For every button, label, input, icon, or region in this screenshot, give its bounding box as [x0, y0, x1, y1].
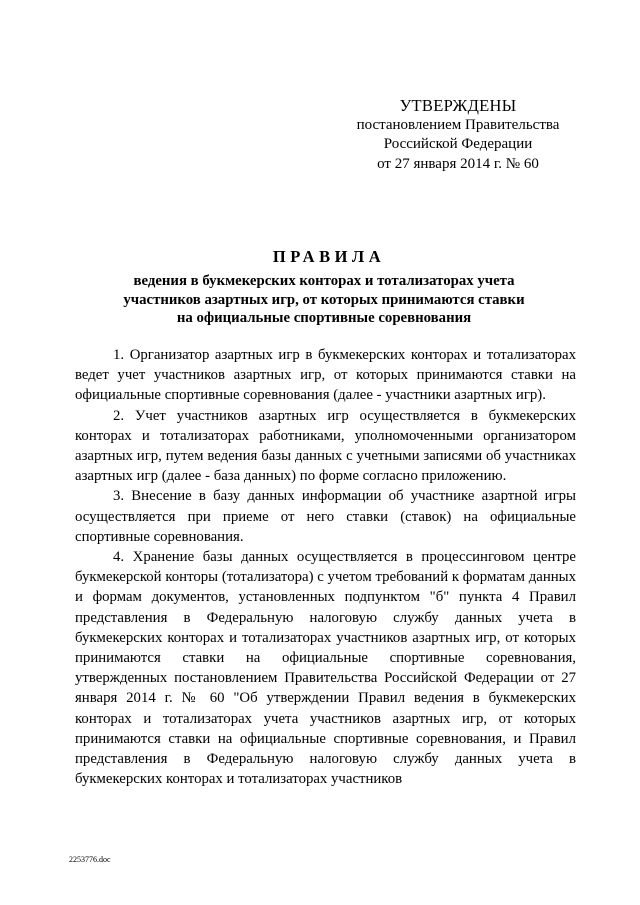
approval-line-2: Российской Федерации: [383, 136, 533, 152]
document-body: [75, 345, 576, 789]
approval-line-1: постановлением Правительства: [356, 116, 560, 133]
paragraph-4: 4. Хранение базы данных осуществляется в процессинговом центре букмекерской конторы (тотализатора) с учетом требований к форматам данных и формам документов, установленных подпунктом "б" пункта 4 Правил представления в Федеральную налоговую службу данных учета в букмекерских конторах и тотализаторах участников азартных игр, от которых принимаются ставки на официальные спортивные соревнования, утвержденных постановлением Правительства Российской Федерации от 27 января 2014 г. № 60 "Об утверждении Правил ведения в букмекерских конторах и тотализаторах учета участников азартных игр, от которых принимаются ставки на официальные спортивные соревнования, и Правил представления в Федеральную налоговую службу данных учета в букмекерских конторах и тотализаторах участников: [75, 549, 576, 788]
paragraph-2: 2. Учет участников азартных игр осуществляется в букмекерских конторах и тотализаторах работниками, уполномоченными организатором азартных игр, путем ведения базы данных с учетными записями об участниках азартных игр (далее - база данных) по форме согласно приложению.: [75, 407, 576, 485]
paragraph-1: 1. Организатор азартных игр в букмекерских конторах и тотализаторах ведет учет участников азартных игр, от которых принимаются ставки на официальные спортивные соревнования (далее - участники азартных игр).: [75, 347, 576, 404]
title-block: [60, 246, 588, 328]
subtitle-line-1: ведения в букмекерских конторах и тотализаторах учета: [133, 273, 515, 289]
approval-block: [340, 96, 576, 174]
subtitle-line-3: на официальные спортивные соревнования: [176, 310, 472, 327]
document-title: ПРАВИЛА: [272, 247, 386, 266]
document-subtitle: [60, 272, 588, 328]
approval-heading: УТВЕРЖДЕНЫ: [399, 96, 517, 115]
file-name-footer: 2253776.doc: [69, 855, 111, 864]
approval-line-3: от 27 января 2014 г. № 60: [377, 155, 539, 172]
subtitle-line-2: участников азартных игр, от которых принимаются ставки: [123, 291, 525, 308]
paragraph-3: 3. Внесение в базу данных информации об участнике азартной игры осуществляется при приеме от него ставки (ставок) на официальные спортивные соревнования.: [75, 488, 576, 545]
